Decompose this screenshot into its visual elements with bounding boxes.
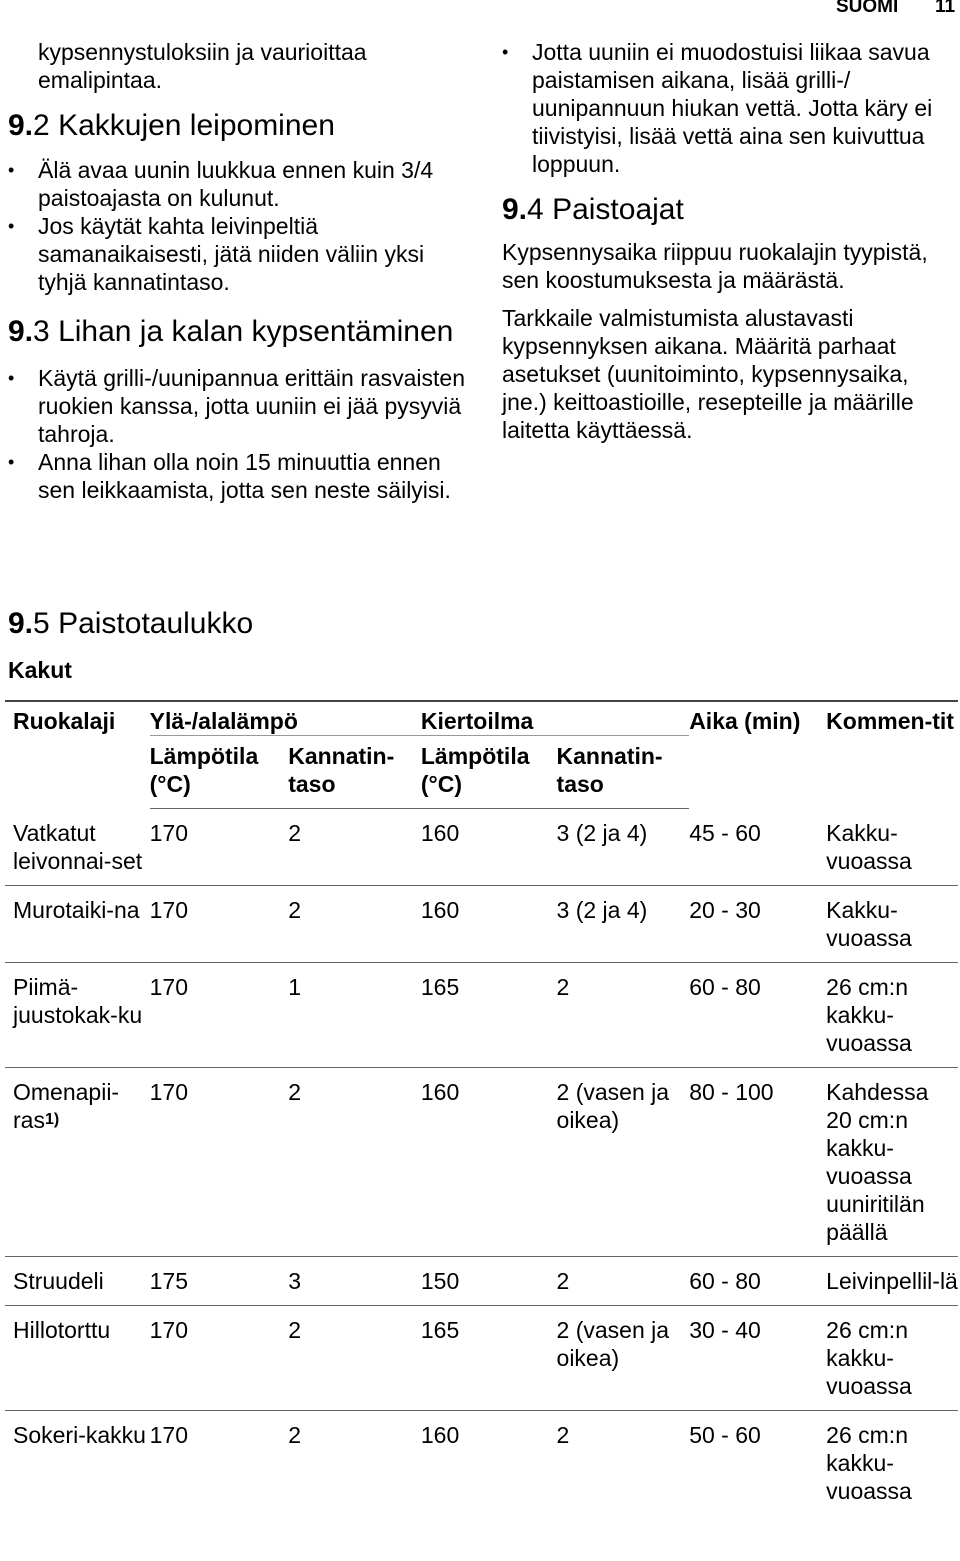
cell-temp-2: 160 (420, 1421, 460, 1448)
cell-temp-2: 165 (421, 962, 557, 1067)
cell-comment: 26 cm:n kakku-vuoassa (826, 1421, 912, 1504)
cell-time: 60 - 80 (689, 962, 826, 1067)
cell-dish: Sokeri-kakku (13, 1421, 146, 1448)
cell-time: 45 - 60 (689, 809, 826, 886)
right-column (502, 38, 952, 444)
list-item: • Anna lihan olla noin 15 minuuttia ennen sen leikkaamista, jotta sen neste säilyisi. (8, 448, 478, 504)
cell-time: 80 - 100 (689, 1067, 826, 1256)
cell-temp-1: 170 (150, 1305, 289, 1410)
cell-comment: Kakku-vuoassa (826, 885, 958, 962)
list-item: • Jotta uuniin ei muodostuisi liikaa savua paistamisen aikana, lisää grilli-/ uunipannuun hiukan vettä. Jotta käry ei tiivistyisi, lisää vettä aina sen kuivuttua loppuun. (502, 38, 952, 178)
cell-temp-1: 170 (150, 1067, 289, 1256)
cell-time: 50 - 60 (689, 1421, 761, 1448)
cell-shelf-2: 2 (556, 1421, 570, 1448)
cell-comment: Kahdessa 20 cm:n kakku-vuoassa uuniritilän päällä (826, 1067, 958, 1256)
cell-shelf-2: 2 (vasen ja oikea) (557, 1067, 690, 1256)
baking-table (5, 700, 958, 1515)
list-item: • Älä avaa uunin luukkua ennen kuin 3/4 paistoajasta on kulunut. (8, 156, 478, 212)
cell-time: 20 - 30 (689, 885, 826, 962)
cell-comment: 26 cm:n kakku-vuoassa (826, 1305, 958, 1410)
section-9-4-heading: 9.4 Paistoajat (502, 193, 684, 226)
section-9-4-paragraph-2: Tarkkaile valmistumista alustavasti kypsennyksen aikana. Määritä parhaat asetukset (uunitoiminto, kypsennysaika, jne.) keittoastioille, resepteille ja määrille laitetta käyttäessä. (502, 305, 914, 443)
cell-temp-1: 170 (149, 1421, 188, 1448)
list-item: • Käytä grilli-/uunipannua erittäin rasvaisten ruokien kanssa, jotta uuniin ei jää pysyviä tahroja. (8, 364, 478, 448)
table-row (5, 1305, 958, 1410)
cell-dish: Hillotorttu (5, 1305, 150, 1410)
cell-time: 30 - 40 (689, 1305, 826, 1410)
cell-temp-2: 160 (421, 1067, 557, 1256)
table-row (5, 885, 958, 962)
table-row (5, 962, 958, 1067)
cell-shelf-1: 3 (288, 1256, 421, 1305)
cell-temp-1: 170 (150, 962, 289, 1067)
cell-shelf-1: 2 (288, 885, 421, 962)
table-row (5, 1410, 958, 1515)
header-dish: Ruokalaji (5, 701, 150, 809)
cell-shelf-2: 3 (2 ja 4) (557, 885, 690, 962)
cell-dish: Struudeli (5, 1256, 150, 1305)
list-item: • Jos käytät kahta leivinpeltiä samanaikaisesti, jätä niiden väliin yksi tyhjä kannatintaso. (8, 212, 478, 296)
table-subtitle: Kakut (8, 657, 72, 683)
cell-shelf-1: 1 (288, 962, 421, 1067)
cell-time: 60 - 80 (689, 1256, 826, 1305)
cell-temp-1: 175 (150, 1256, 289, 1305)
cell-dish: Piimä-juustokak-ku (5, 962, 150, 1067)
table-row (5, 1256, 958, 1305)
footnote-marker: 1) (44, 1110, 60, 1128)
cell-shelf-2: 2 (vasen ja oikea) (557, 1305, 690, 1410)
section-9-2-list (8, 156, 478, 296)
page-number: 11 (935, 0, 956, 17)
header-fan-heat: Kiertoilma (421, 701, 689, 736)
section-9-2-heading: 9.2 Kakkujen leipominen (8, 109, 335, 142)
cell-shelf-2: 3 (2 ja 4) (557, 809, 690, 886)
header-temperature-2: Lämpötila (°C) (421, 736, 557, 809)
header-comments: Kommen-tit (826, 701, 958, 809)
cell-shelf-2: 2 (557, 962, 690, 1067)
cell-dish: Omenapii-ras$^{1)}$ (5, 1067, 150, 1256)
cell-temp-2: 160 (421, 885, 557, 962)
table-row (5, 809, 958, 886)
cell-shelf-1: 2 (288, 809, 421, 886)
table-row (5, 1067, 958, 1256)
header-top-bottom-heat: Ylä-/alalämpö (150, 701, 421, 736)
header-temperature-1: Lämpötila (°C) (150, 736, 289, 809)
cell-temp-2: 165 (421, 1305, 557, 1410)
header-shelf-1: Kannatin-taso (288, 736, 421, 809)
intro-text: kypsennystuloksiin ja vaurioittaa emalipintaa. (38, 39, 367, 93)
right-bullet-list (502, 38, 952, 178)
cell-dish: Vatkatut leivonnai-set (5, 809, 150, 886)
header-language: SUOMI (836, 0, 899, 17)
header-shelf-2: Kannatin-taso (557, 736, 690, 809)
cell-temp-1: 170 (150, 885, 289, 962)
cell-comment: Kakku-vuoassa (826, 809, 958, 886)
cell-comment: Leivinpellil-lä (826, 1256, 958, 1305)
cell-temp-1: 170 (150, 809, 289, 886)
cell-temp-2: 160 (421, 809, 557, 886)
section-9-5-heading: 9.5 Paistotaulukko (8, 607, 254, 640)
cell-shelf-1: 2 (288, 1067, 421, 1256)
header-time: Aika (min) (689, 701, 826, 809)
cell-shelf-1: 2 (288, 1421, 302, 1448)
left-column (8, 38, 478, 504)
section-9-4-paragraph-1: Kypsennysaika riippuu ruokalajin tyypistä, sen koostumuksesta ja määrästä. (502, 239, 928, 293)
cell-temp-2: 150 (421, 1256, 557, 1305)
cell-shelf-1: 2 (288, 1305, 421, 1410)
section-9-3-heading: 9.3 Lihan ja kalan kypsentäminen (8, 315, 454, 348)
table-header-row (5, 701, 958, 736)
cell-comment: 26 cm:n kakku-vuoassa (826, 962, 958, 1067)
cell-shelf-2: 2 (557, 1256, 690, 1305)
section-9-3-list (8, 364, 478, 504)
cell-dish: Murotaiki-na (5, 885, 150, 962)
